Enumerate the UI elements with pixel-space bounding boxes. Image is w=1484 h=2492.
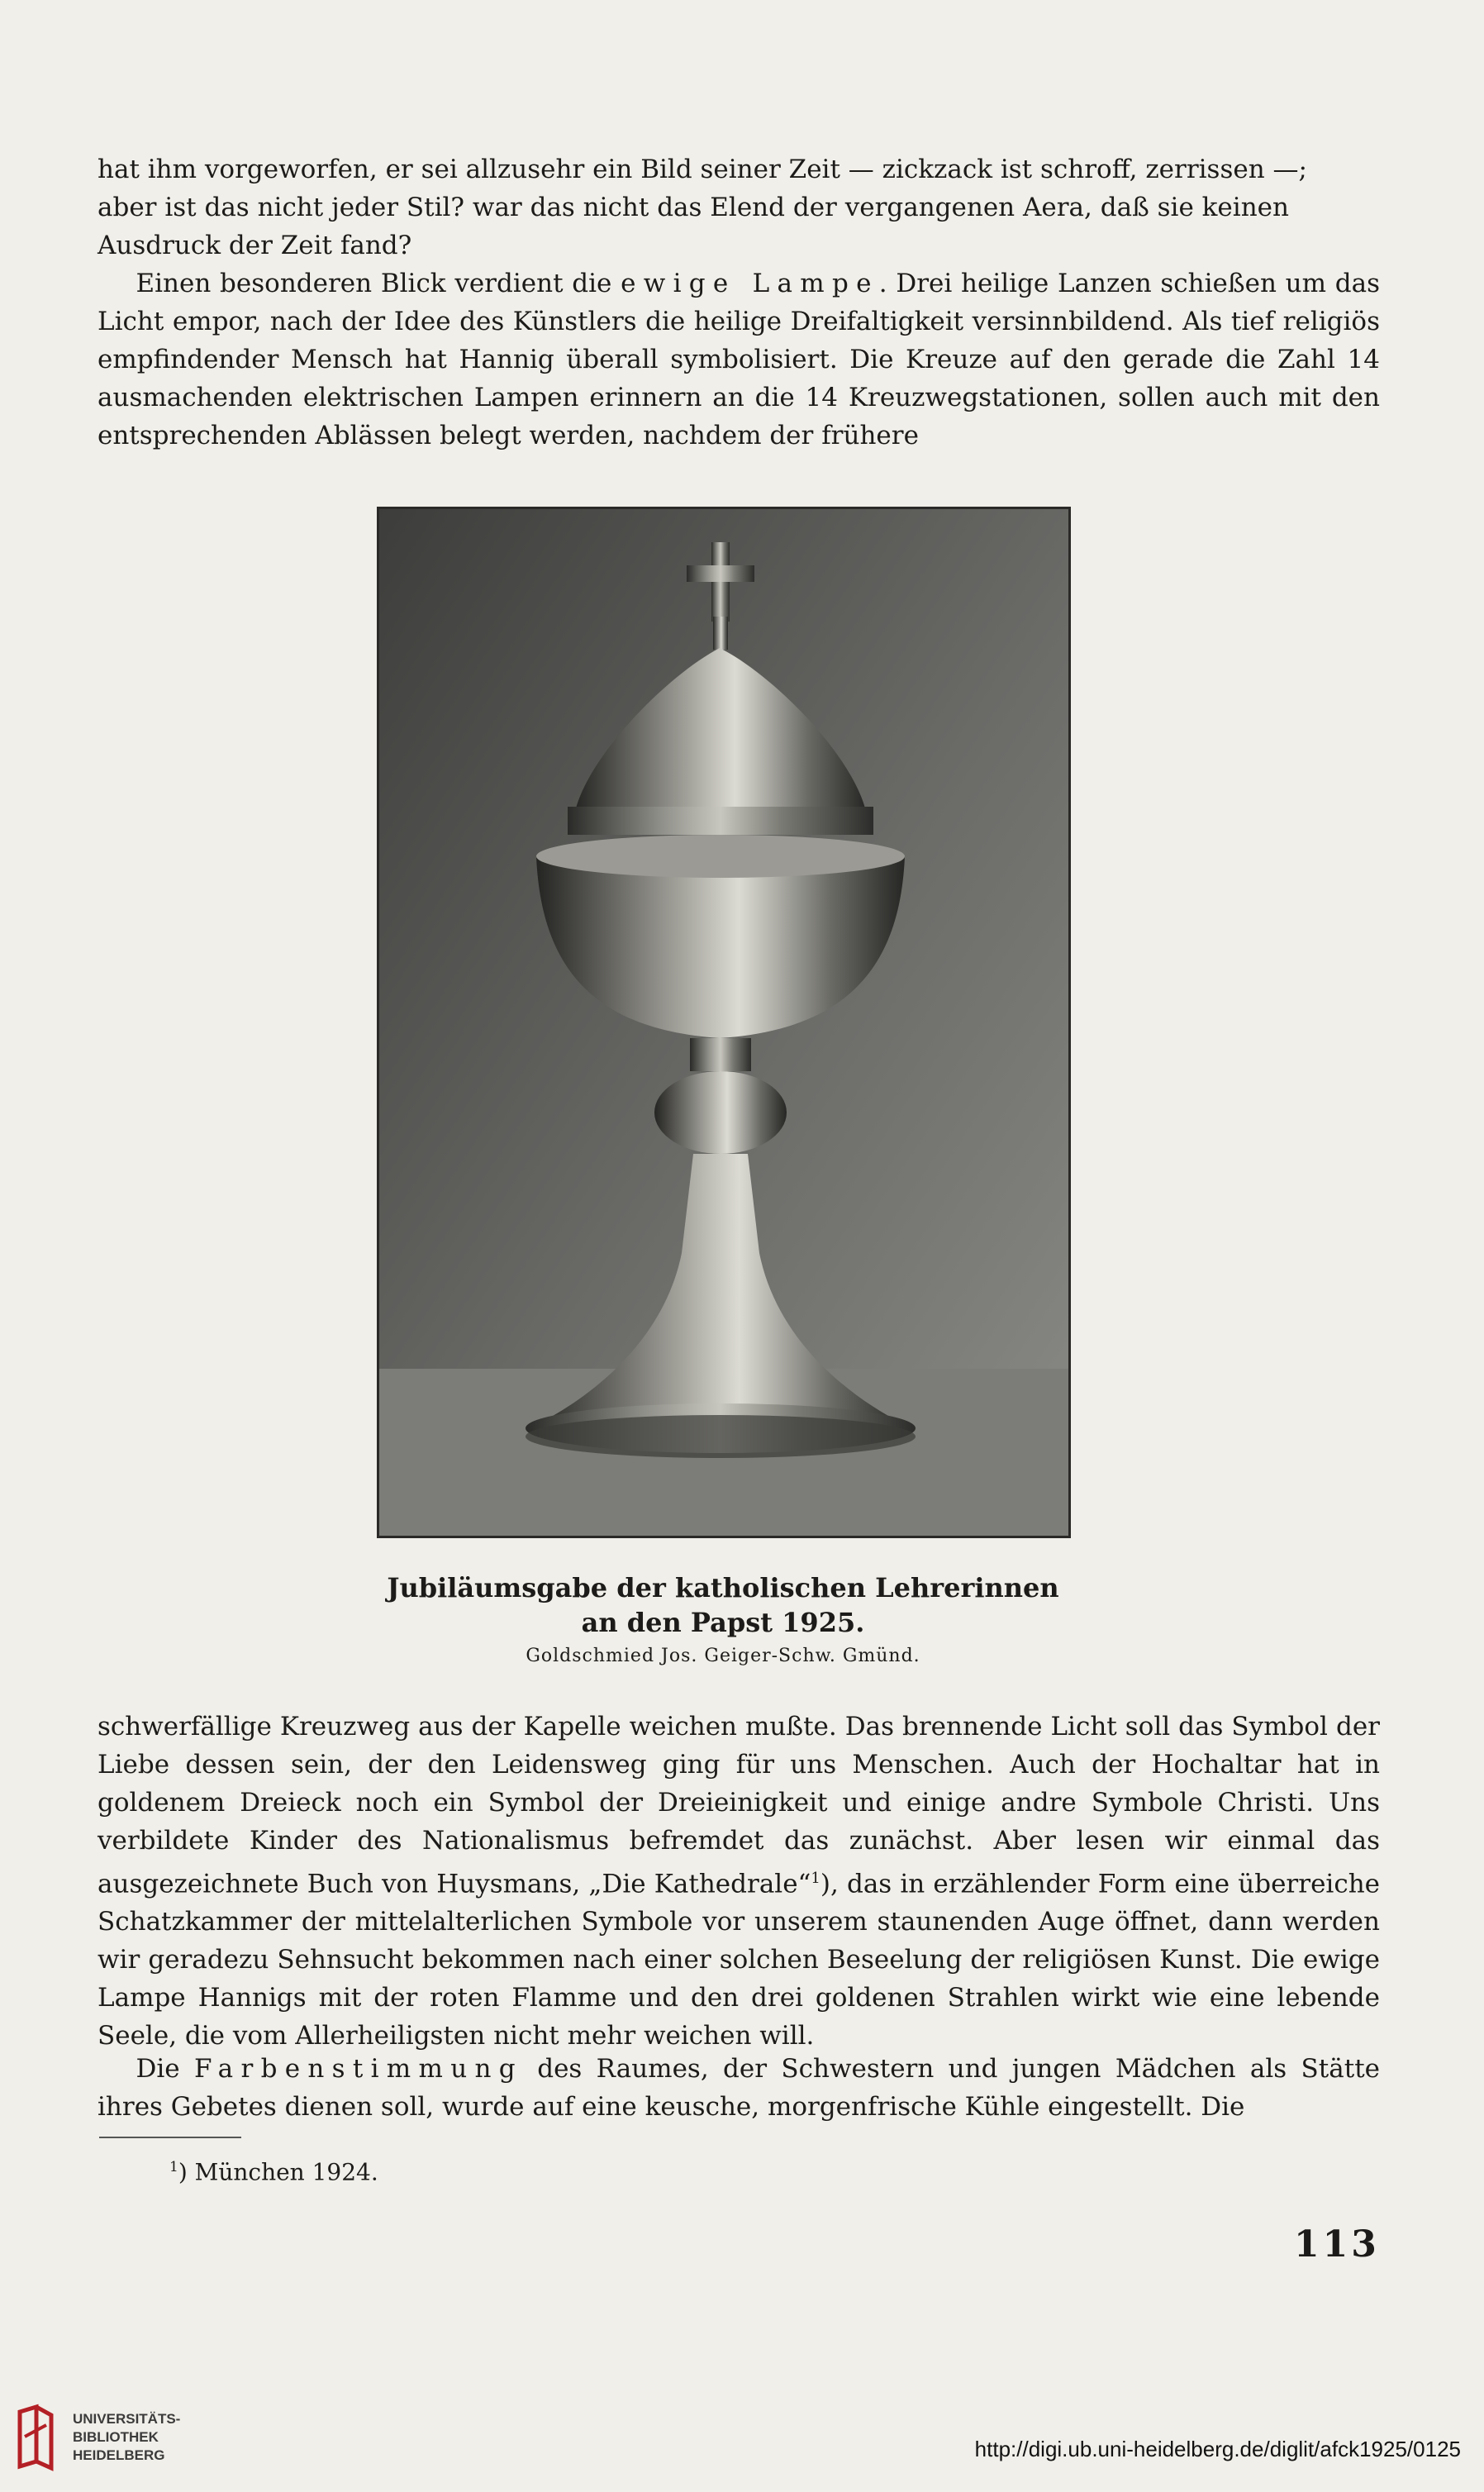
library-name [73, 2410, 180, 2465]
paragraph-1-line-2: aber ist das nicht jeder Stil? war das nicht das Elend der vergangenen Aera, daß sie keinen [98, 193, 1289, 222]
library-name-line-1: UNIVERSITÄTS- [73, 2411, 181, 2427]
paragraph-3-text-a: schwerfällige Kreuzweg aus der Kapelle weichen mußte. Das brennende Licht soll das Symbol der Liebe dessen sein, der den Leidensweg ging für uns Menschen. Auch der Hochaltar hat in goldenem Dreieck noch ein Symbol der Dreieinigkeit und einige andre Symbole Christi. Uns verbildete Kinder des Nationalismus befremdet das zunächst. Aber lesen wir einmal das ausgezeichnete Buch von Huysmans, „Die Kathedrale“ [98, 1712, 1380, 1899]
paragraph-3 [98, 1708, 1380, 2055]
footnote-reference: 1 [811, 1870, 820, 1887]
library-name-line-2: BIBLIOTHEK [73, 2429, 159, 2445]
paragraph-4 [98, 2050, 1380, 2126]
paragraph-3-text-b: ), das in erzählender Form eine überreiche Schatzkammer der mittelalterlichen Symbole vor unserem staunenden Auge öffnet, dann werden wir geradezu Sehnsucht bekommen nach einer solchen Beseelung der religiösen Kunst. Die ewige Lampe Hannigs mit der roten Flamme und den drei goldenen Strahlen wirkt wie eine lebende Seele, die vom Allerheiligsten nicht mehr weichen will. [98, 1869, 1381, 2051]
paragraph-1 [98, 150, 1380, 455]
caption-title: Jubiläumsgabe der katholischen Lehrerinnen [387, 1572, 1059, 1603]
page-number: 113 [1294, 2223, 1380, 2266]
footnote-divider [99, 2137, 241, 2138]
source-url-link[interactable]: http://digi.ub.uni-heidelberg.de/diglit/afck1925/0125 [974, 2437, 1461, 2461]
caption-subtitle: an den Papst 1925. [581, 1607, 865, 1638]
footnote-marker: 1 [169, 2159, 178, 2175]
paragraph-2-emphasis: ewige Lampe [621, 269, 879, 298]
paragraph-4-rest: des Raumes, der Schwestern und jungen Mädchen als Stätte ihres Gebetes dienen soll, wurde auf eine keusche, morgenfrische Kühle eingestellt. Die [98, 2054, 1380, 2122]
library-logo-icon [15, 2404, 56, 2471]
paragraph-2-start: Einen besonderen Blick verdient die [136, 269, 621, 298]
paragraph-4-emphasis: Farbenstimmung [193, 2054, 523, 2084]
paragraph-1-line-3: Ausdruck der Zeit fand? [98, 231, 412, 260]
footnote [169, 2151, 378, 2189]
caption-credit: Goldschmied Jos. Geiger-Schw. Gmünd. [526, 1646, 920, 1666]
chalice-photograph [377, 507, 1071, 1538]
paragraph-2-rest: . Drei heilige Lanzen schießen um das Licht empor, nach der Idee des Künstlers die heilige Dreifaltigkeit versinnbildend. Als tief religiös empfindender Mensch hat Hannig überall symbolisiert. Die Kreuze auf den gerade die Zahl 14 ausmachenden elektrischen Lampen erinnern an die 14 Kreuzwegstationen, sollen auch mit den entsprechenden Ablässen belegt werden, nachdem der frühere [98, 269, 1380, 450]
library-name-line-3: HEIDELBERG [73, 2447, 165, 2463]
paragraph-1-line-1: hat ihm vorgeworfen, er sei allzusehr ein Bild seiner Zeit — zickzack ist schroff, zerrissen —; [98, 155, 1307, 184]
paragraph-4-start: Die [136, 2054, 194, 2084]
chalice-image [379, 509, 1068, 1536]
footnote-text: ) München 1924. [178, 2158, 378, 2186]
figure-caption [331, 1570, 1115, 1673]
